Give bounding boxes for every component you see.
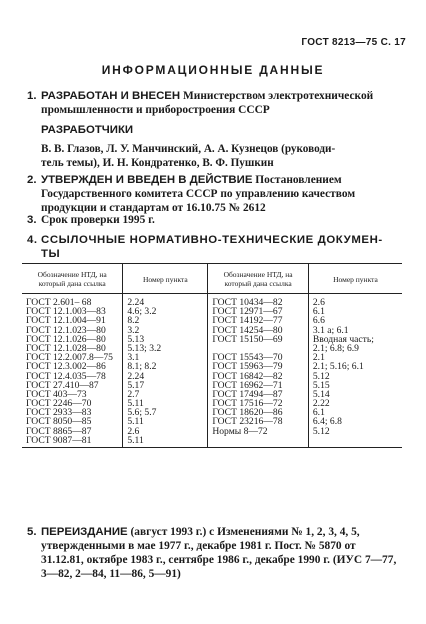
table-cell: ГОСТ 12.1.028—80: [26, 342, 106, 354]
table-cell: 5.11: [127, 416, 144, 428]
table-cell: 2.1; 5.16; 6.1: [312, 361, 364, 373]
column-header-item-right: Номер пункта: [308, 264, 402, 294]
table-header-row: [22, 264, 402, 294]
table-cell: Вводная часть;: [312, 333, 374, 345]
left-item-column: [123, 294, 208, 448]
section-5: [27, 525, 397, 581]
section-5-text: (август 1993 г.) с Изменениями № 1, 2, 3, 4, 5, утвержденными в мае 1977 г., декабре 1981 г. Пост. № 5870 от 31.12.81, октябре 1983 г., сентябре 1986 г., декабре 1990 г. (ИУС 7—77, 3—82, 2—84, 11—86, 5—91): [41, 526, 397, 580]
table-cell: ГОСТ 17494—87: [212, 388, 283, 400]
table-cell: 5.6; 5.7: [127, 407, 157, 419]
table-cell: 3.2: [127, 324, 140, 336]
table-cell: 8.2: [127, 315, 140, 327]
table-cell: Нормы 8—72: [212, 425, 268, 437]
table-cell: 2.6: [312, 297, 325, 308]
left-doc-column: [22, 294, 123, 448]
section-2-heading: УТВЕРЖДЕН И ВВЕДЕН В ДЕЙСТВИЕ: [41, 174, 253, 186]
table-cell: ГОСТ 15150—69: [212, 333, 283, 345]
section-4-number: 4.: [27, 234, 38, 246]
table-cell: ГОСТ 10434—82: [212, 297, 283, 308]
table-body-row: [22, 294, 402, 448]
table-cell: ГОСТ 2246—70: [26, 398, 92, 410]
table-cell: 6.4; 6.8: [312, 416, 342, 428]
table-cell: 2.6: [127, 425, 140, 437]
table-cell: 2.24: [127, 297, 145, 308]
table-cell: ГОСТ 27.410—87: [26, 379, 99, 391]
section-3-number: 3.: [27, 214, 37, 226]
table-cell: ГОСТ 12.2.007.8—75: [26, 352, 113, 364]
table-cell: 2.22: [312, 398, 330, 410]
table-cell: 6.1: [312, 306, 325, 318]
table-cell: ГОСТ 12.1.023—80: [26, 324, 106, 336]
table-cell: 5.12: [312, 425, 330, 437]
developers-line-2: тель темы), И. Н. Кондратенко, В. Ф. Пушкин: [41, 157, 274, 169]
table-cell: ГОСТ 14254—80: [212, 324, 283, 336]
table-cell: 4.6; 3.2: [127, 306, 157, 318]
section-2-number: 2.: [27, 174, 37, 186]
table-cell: 5.14: [312, 388, 330, 400]
table-cell: 5.11: [127, 434, 144, 446]
section-4: [27, 233, 397, 261]
column-header-doc-left: Обозначение НТД, на который дана ссылка: [22, 264, 123, 294]
table-cell: 2.1; 6.8; 6.9: [312, 342, 359, 354]
table-cell: ГОСТ 12971—67: [212, 306, 283, 318]
table-cell: ГОСТ 12.4.035—78: [26, 370, 106, 382]
section-5-number: 5.: [27, 526, 37, 538]
table-cell: 5.15: [312, 379, 330, 391]
table-cell: 2.1: [312, 352, 325, 364]
right-doc-column: [208, 294, 309, 448]
table-cell: ГОСТ 14192—77: [212, 315, 283, 327]
table-cell: ГОСТ 2933—83: [26, 407, 92, 419]
table-cell: 8.1; 8.2: [127, 361, 157, 373]
table-cell: 6.1: [312, 407, 325, 419]
table-cell: ГОСТ 15963—79: [212, 361, 283, 373]
table-cell: ГОСТ 403—73: [26, 388, 87, 400]
section-4-heading-line-2: ТЫ: [41, 248, 61, 260]
table-cell: ГОСТ 8050—85: [26, 416, 92, 428]
table-cell: ГОСТ 17516—72: [212, 398, 283, 410]
section-4-heading-line-1: ССЫЛОЧНЫЕ НОРМАТИВНО-ТЕХНИЧЕСКИЕ ДОКУМЕН-: [41, 234, 383, 246]
section-3-text: Срок проверки 1995 г.: [41, 214, 155, 226]
developers-heading: РАЗРАБОТЧИКИ: [41, 124, 134, 136]
table-cell: ГОСТ 9087—81: [26, 434, 92, 446]
table-cell: 3.1 а; 6.1: [312, 324, 349, 336]
table-cell: 5.11: [127, 398, 144, 410]
table-cell: 5.13; 3.2: [127, 342, 162, 354]
developers-line-1: В. В. Глазов, Л. У. Манчинский, А. А. Кузнецов (руководи-: [41, 143, 336, 155]
section-1-heading: РАЗРАБОТАН И ВНЕСЕН: [41, 90, 181, 102]
column-header-doc-right: Обозначение НТД, на который дана ссылка: [208, 264, 309, 294]
table-cell: 5.12: [312, 370, 330, 382]
references-table: [22, 263, 402, 448]
table-cell: ГОСТ 8865—87: [26, 425, 92, 437]
right-item-column: [308, 294, 402, 448]
table-cell: 6.6: [312, 315, 325, 327]
table-cell: 3.1: [127, 352, 140, 364]
table-cell: 5.13: [127, 333, 145, 345]
table-cell: 2.24: [127, 370, 145, 382]
table-cell: ГОСТ 12.1.003—83: [26, 306, 106, 318]
table-cell: ГОСТ 12.3.002—86: [26, 361, 106, 373]
developers-names: [41, 142, 397, 170]
table-cell: ГОСТ 15543—70: [212, 352, 283, 364]
section-3: [27, 213, 397, 227]
section-1: [27, 89, 397, 117]
section-1-text: Министерством электротехнической промышленности и приборостроения СССР: [41, 90, 374, 116]
table-cell: ГОСТ 18620—86: [212, 407, 283, 419]
page-header: ГОСТ 8213—75 С. 17: [301, 37, 406, 48]
table-cell: ГОСТ 2.601– 68: [26, 297, 92, 308]
table-cell: ГОСТ 12.1.026—80: [26, 333, 106, 345]
table-cell: 2.7: [127, 388, 140, 400]
section-2: [27, 173, 397, 215]
table-cell: ГОСТ 12.1.004—91: [26, 315, 106, 327]
section-5-heading: ПЕРЕИЗДАНИЕ: [41, 526, 128, 538]
column-header-item-left: Номер пункта: [123, 264, 208, 294]
section-2-text: Постановлением Государственного комитета СССР по управлению качеством продукции и стандартам от 16.10.75 № 2612: [41, 174, 356, 214]
table-cell: ГОСТ 16842—82: [212, 370, 283, 382]
section-1-number: 1.: [27, 90, 37, 102]
page-title: ИНФОРМАЦИОННЫЕ ДАННЫЕ: [101, 63, 325, 77]
table-cell: ГОСТ 16962—71: [212, 379, 283, 391]
table-cell: ГОСТ 23216—78: [212, 416, 283, 428]
table-cell: 5.17: [127, 379, 145, 391]
